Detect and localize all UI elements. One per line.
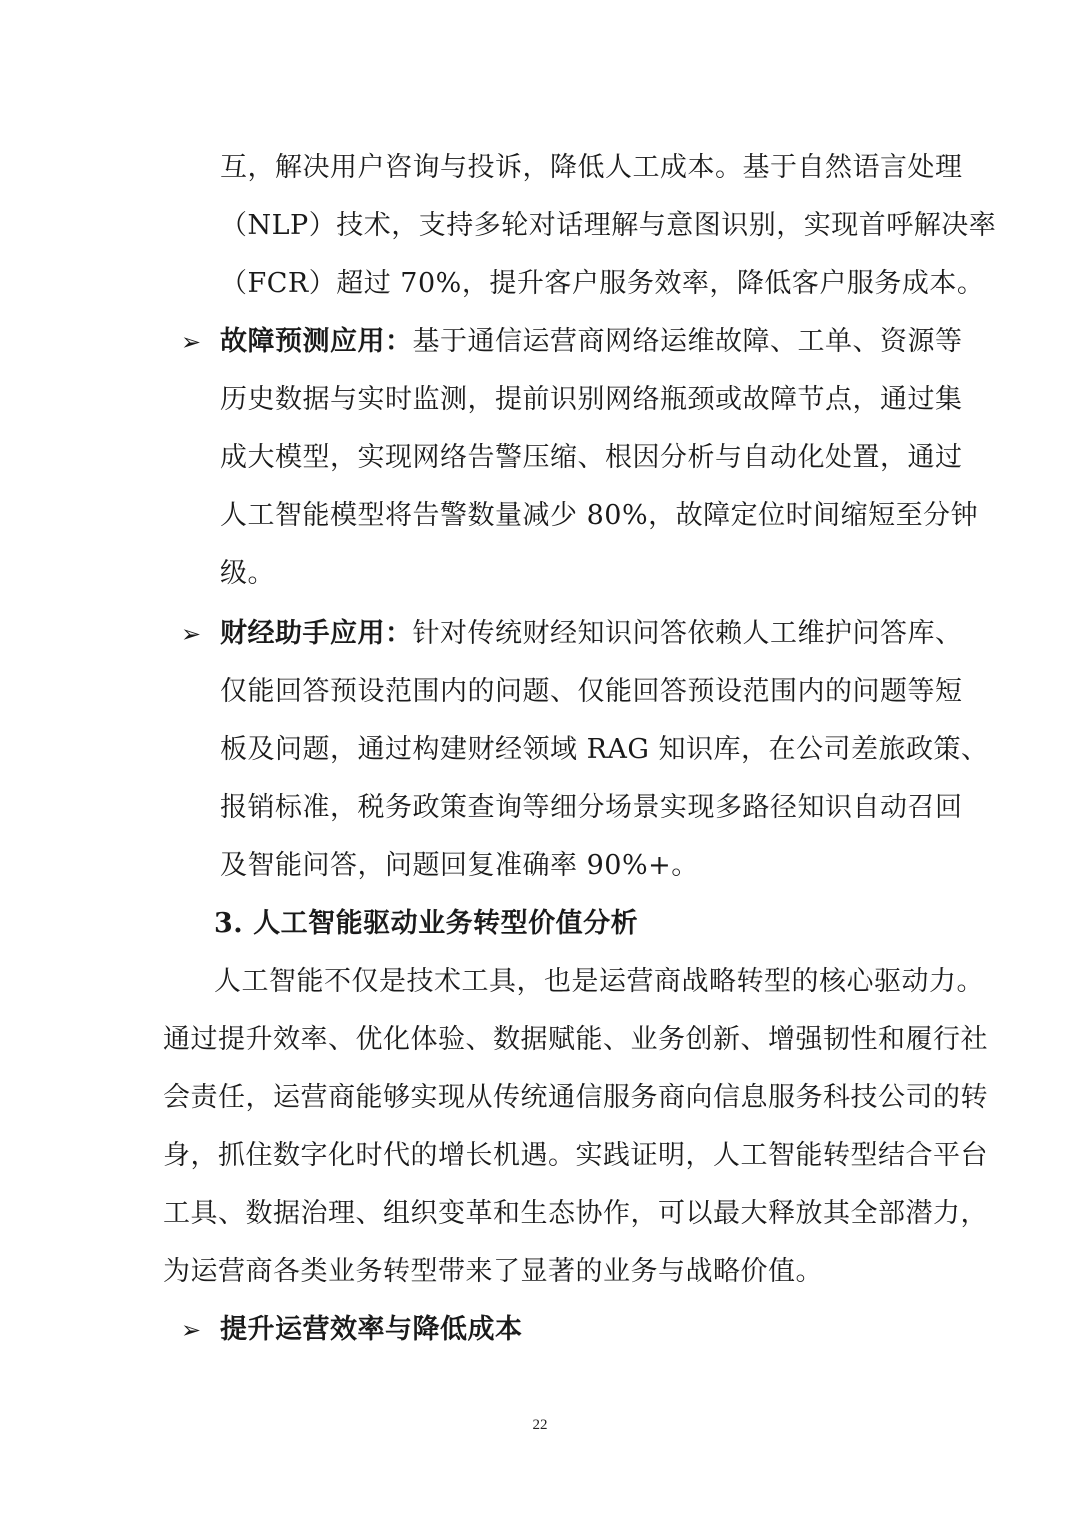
paragraph-line: 互，解决用户咨询与投诉，降低人工成本。基于自然语言处理	[220, 152, 963, 183]
sub-bullet-title: 提升运营效率与降低成本	[220, 1314, 523, 1345]
paragraph-line: 通过提升效率、优化体验、数据赋能、业务创新、增强韧性和履行社	[163, 1024, 988, 1055]
paragraph-line: 工具、数据治理、组织变革和生态协作，可以最大释放其全部潜力，	[163, 1198, 988, 1229]
bullet-first-line	[220, 322, 963, 362]
bullet-line: 报销标准，税务政策查询等细分场景实现多路径知识自动召回	[220, 792, 963, 823]
bullet-line: 成大模型，实现网络告警压缩、根因分析与自动化处置，通过	[220, 442, 963, 473]
paragraph-line: 身，抓住数字化时代的增长机遇。实践证明，人工智能转型结合平台	[163, 1140, 988, 1171]
bullet-line: 板及问题，通过构建财经领域 RAG 知识库，在公司差旅政策、	[220, 734, 989, 765]
bullet-line: 及智能问答，问题回复准确率 90%+。	[220, 850, 699, 881]
page-number: 22	[532, 1417, 548, 1433]
bullet-line: 历史数据与实时监测，提前识别网络瓶颈或故障节点，通过集	[220, 384, 963, 415]
section-heading: 3. 人工智能驱动业务转型价值分析	[214, 908, 639, 939]
bullet-line: 人工智能模型将告警数量减少 80%，故障定位时间缩短至分钟	[220, 500, 979, 531]
paragraph-line: 会责任，运营商能够实现从传统通信服务商向信息服务科技公司的转	[163, 1082, 988, 1113]
paragraph-line: （FCR）超过 70%，提升客户服务效率，降低客户服务成本。	[220, 268, 985, 299]
bullet-arrow-icon: ➢	[181, 328, 202, 356]
paragraph-line: （NLP）技术，支持多轮对话理解与意图识别，实现首呼解决率	[220, 210, 997, 241]
bullet-first-line	[220, 614, 963, 654]
bullet-line: 仅能回答预设范围内的问题、仅能回答预设范围内的问题等短	[220, 676, 963, 707]
bullet-arrow-icon: ➢	[181, 1316, 202, 1344]
bullet-text: 基于通信运营商网络运维故障、工单、资源等	[412, 326, 963, 357]
bullet-title: 财经助手应用：	[220, 618, 413, 649]
paragraph-line: 为运营商各类业务转型带来了显著的业务与战略价值。	[163, 1256, 823, 1287]
paragraph-line: 人工智能不仅是技术工具，也是运营商战略转型的核心驱动力。	[214, 966, 984, 997]
bullet-text: 针对传统财经知识问答依赖人工维护问答库、	[412, 618, 963, 649]
bullet-line: 级。	[220, 558, 275, 589]
bullet-title: 故障预测应用：	[220, 326, 413, 357]
bullet-arrow-icon: ➢	[181, 620, 202, 648]
